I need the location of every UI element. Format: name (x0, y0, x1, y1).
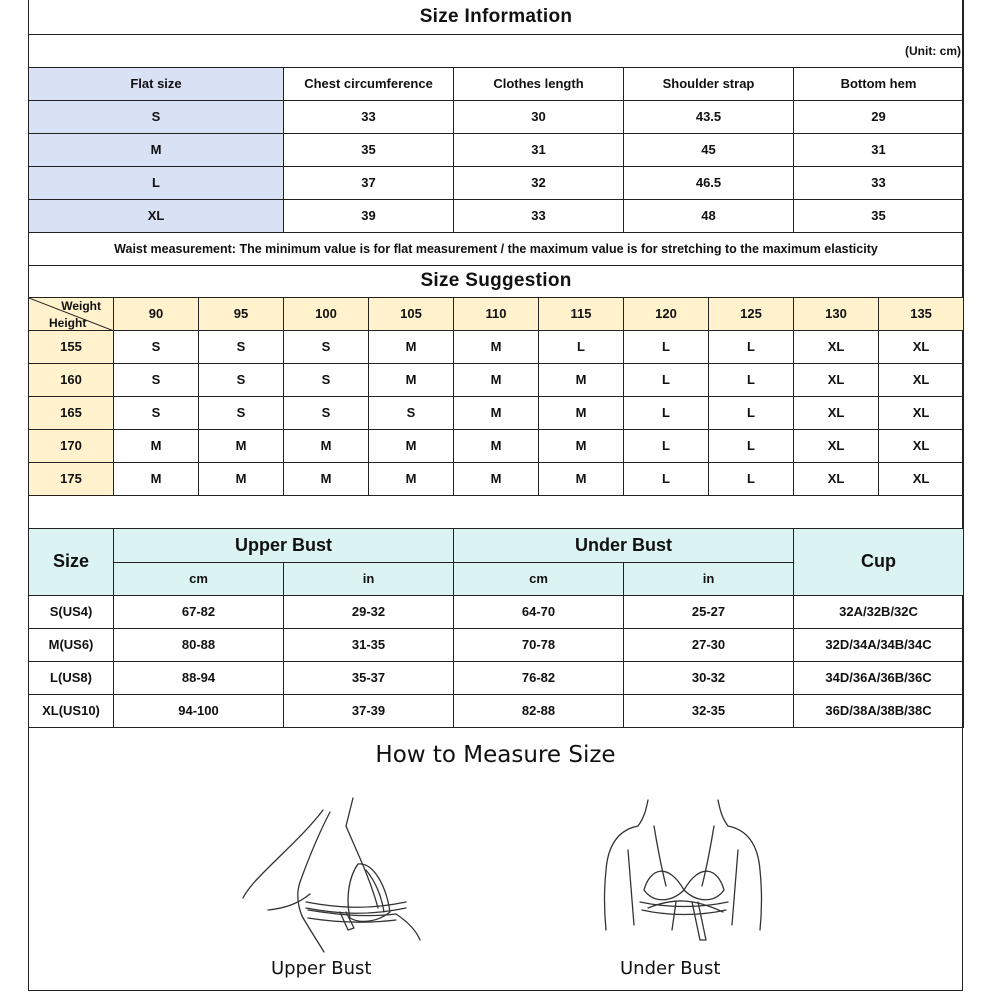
upper-bust-caption: Upper Bust (271, 958, 372, 979)
size-cell: M (454, 429, 539, 462)
weight-height-corner (29, 297, 114, 330)
size-cell: M (539, 363, 624, 396)
height-cell: 160 (29, 363, 114, 396)
size-cell: S (114, 396, 199, 429)
waist-note: Waist measurement: The minimum value is for flat measurement / the maximum value is for stretching to the maximum elasticity (29, 232, 964, 265)
value-cell: 70-78 (454, 628, 624, 661)
size-information-title: Size Information (29, 0, 964, 34)
table-row (29, 133, 964, 166)
value-cell: 80-88 (114, 628, 284, 661)
size-cell: L (709, 396, 794, 429)
size-cell: XL (879, 330, 964, 363)
bust-size-table (28, 529, 964, 728)
value-cell: 37 (284, 166, 454, 199)
value-cell: 48 (624, 199, 794, 232)
value-cell: 35 (284, 133, 454, 166)
table-row (29, 694, 964, 727)
size-cell: XL (794, 363, 879, 396)
upper-in-header: in (284, 562, 454, 595)
size-cell: S (284, 363, 369, 396)
size-cell: L (29, 166, 284, 199)
size-cell: M (539, 396, 624, 429)
table-row (29, 199, 964, 232)
size-cell: M (539, 462, 624, 495)
value-cell: 67-82 (114, 595, 284, 628)
value-cell: 30 (454, 100, 624, 133)
size-cell: M (369, 429, 454, 462)
size-cell: L (624, 462, 709, 495)
value-cell: 27-30 (624, 628, 794, 661)
size-cell: L (624, 363, 709, 396)
size-cell: XL (879, 429, 964, 462)
size-cell: M (454, 462, 539, 495)
weight-cell: 110 (454, 297, 539, 330)
size-cell: S (114, 363, 199, 396)
weight-cell: 100 (284, 297, 369, 330)
height-cell: 155 (29, 330, 114, 363)
value-cell: 35 (794, 199, 964, 232)
size-header: Size (29, 529, 114, 595)
size-info-header-row (29, 67, 964, 100)
weight-header-row (29, 297, 964, 330)
value-cell: 30-32 (624, 661, 794, 694)
size-cell: XL (794, 462, 879, 495)
size-cell: M (539, 429, 624, 462)
value-cell: 31 (794, 133, 964, 166)
height-cell: 175 (29, 462, 114, 495)
value-cell: 33 (454, 199, 624, 232)
size-cell: XL (879, 396, 964, 429)
weight-cell: 135 (879, 297, 964, 330)
size-cell: M (199, 462, 284, 495)
size-cell: XL (794, 429, 879, 462)
value-cell: 32-35 (624, 694, 794, 727)
table-row (29, 462, 964, 495)
size-cell: S (284, 396, 369, 429)
size-cell: M (454, 363, 539, 396)
weight-cell: 90 (114, 297, 199, 330)
size-cell: L (709, 429, 794, 462)
size-cell: M (369, 462, 454, 495)
how-to-measure-title: How to Measure Size (375, 742, 616, 768)
under-bust-caption: Under Bust (620, 958, 721, 979)
size-cell: XL (879, 462, 964, 495)
size-cell: L (624, 429, 709, 462)
value-cell: 29 (794, 100, 964, 133)
size-cell: S (199, 396, 284, 429)
size-cell: M (284, 429, 369, 462)
size-cell: M (114, 462, 199, 495)
size-suggestion-title: Size Suggestion (29, 265, 964, 297)
height-label: Height (49, 315, 87, 330)
size-suggestion-table (28, 265, 964, 529)
cup-cell: 32A/32B/32C (794, 595, 964, 628)
weight-cell: 105 (369, 297, 454, 330)
value-cell: 33 (284, 100, 454, 133)
table-row (29, 595, 964, 628)
size-cell: L (624, 396, 709, 429)
table-row (29, 661, 964, 694)
bra-side-view-illustration-icon (238, 790, 458, 960)
weight-label: Weight (61, 298, 101, 313)
size-cell: S (114, 330, 199, 363)
value-cell: 25-27 (624, 595, 794, 628)
height-cell: 170 (29, 429, 114, 462)
size-cell: S (284, 330, 369, 363)
size-cell: M (454, 330, 539, 363)
weight-cell: 120 (624, 297, 709, 330)
value-cell: 33 (794, 166, 964, 199)
size-cell: M (369, 330, 454, 363)
table-row (29, 330, 964, 363)
size-cell: S(US4) (29, 595, 114, 628)
value-cell: 37-39 (284, 694, 454, 727)
value-cell: 76-82 (454, 661, 624, 694)
table-row (29, 166, 964, 199)
upper-cm-header: cm (114, 562, 284, 595)
size-cell: XL (794, 330, 879, 363)
table-row (29, 100, 964, 133)
value-cell: 46.5 (624, 166, 794, 199)
cup-cell: 34D/36A/36B/36C (794, 661, 964, 694)
header-flat-size: Flat size (29, 67, 284, 100)
under-bust-header: Under Bust (454, 529, 794, 562)
weight-cell: 130 (794, 297, 879, 330)
size-cell: S (199, 363, 284, 396)
size-cell: M(US6) (29, 628, 114, 661)
size-information-table (28, 0, 964, 266)
value-cell: 88-94 (114, 661, 284, 694)
size-cell: L (709, 462, 794, 495)
value-cell: 32 (454, 166, 624, 199)
weight-cell: 95 (199, 297, 284, 330)
value-cell: 64-70 (454, 595, 624, 628)
size-cell: L (709, 330, 794, 363)
weight-cell: 125 (709, 297, 794, 330)
cup-header: Cup (794, 529, 964, 595)
upper-bust-header: Upper Bust (114, 529, 454, 562)
value-cell: 82-88 (454, 694, 624, 727)
size-cell: M (369, 363, 454, 396)
size-cell: L (624, 330, 709, 363)
size-cell: M (29, 133, 284, 166)
height-cell: 165 (29, 396, 114, 429)
weight-cell: 115 (539, 297, 624, 330)
bra-front-view-illustration-icon (588, 790, 788, 960)
header-chest: Chest circumference (284, 67, 454, 100)
value-cell: 45 (624, 133, 794, 166)
value-cell: 29-32 (284, 595, 454, 628)
table-row (29, 363, 964, 396)
size-cell: S (369, 396, 454, 429)
size-cell: L(US8) (29, 661, 114, 694)
size-cell: L (539, 330, 624, 363)
header-shoulder: Shoulder strap (624, 67, 794, 100)
under-in-header: in (624, 562, 794, 595)
cup-cell: 36D/38A/38B/38C (794, 694, 964, 727)
table-row (29, 396, 964, 429)
value-cell: 35-37 (284, 661, 454, 694)
header-length: Clothes length (454, 67, 624, 100)
size-cell: XL (29, 199, 284, 232)
size-cell: M (284, 462, 369, 495)
value-cell: 94-100 (114, 694, 284, 727)
how-to-measure-section (28, 728, 963, 990)
value-cell: 39 (284, 199, 454, 232)
cup-cell: 32D/34A/34B/34C (794, 628, 964, 661)
size-cell: XL(US10) (29, 694, 114, 727)
value-cell: 31-35 (284, 628, 454, 661)
under-cm-header: cm (454, 562, 624, 595)
size-cell: XL (879, 363, 964, 396)
size-cell: M (454, 396, 539, 429)
size-cell: S (29, 100, 284, 133)
size-cell: M (199, 429, 284, 462)
size-cell: S (199, 330, 284, 363)
table-row (29, 628, 964, 661)
value-cell: 43.5 (624, 100, 794, 133)
table-row (29, 429, 964, 462)
header-hem: Bottom hem (794, 67, 964, 100)
size-cell: XL (794, 396, 879, 429)
size-cell: L (709, 363, 794, 396)
value-cell: 31 (454, 133, 624, 166)
size-cell: M (114, 429, 199, 462)
unit-label: (Unit: cm) (29, 34, 964, 67)
spacer-row (29, 495, 964, 528)
